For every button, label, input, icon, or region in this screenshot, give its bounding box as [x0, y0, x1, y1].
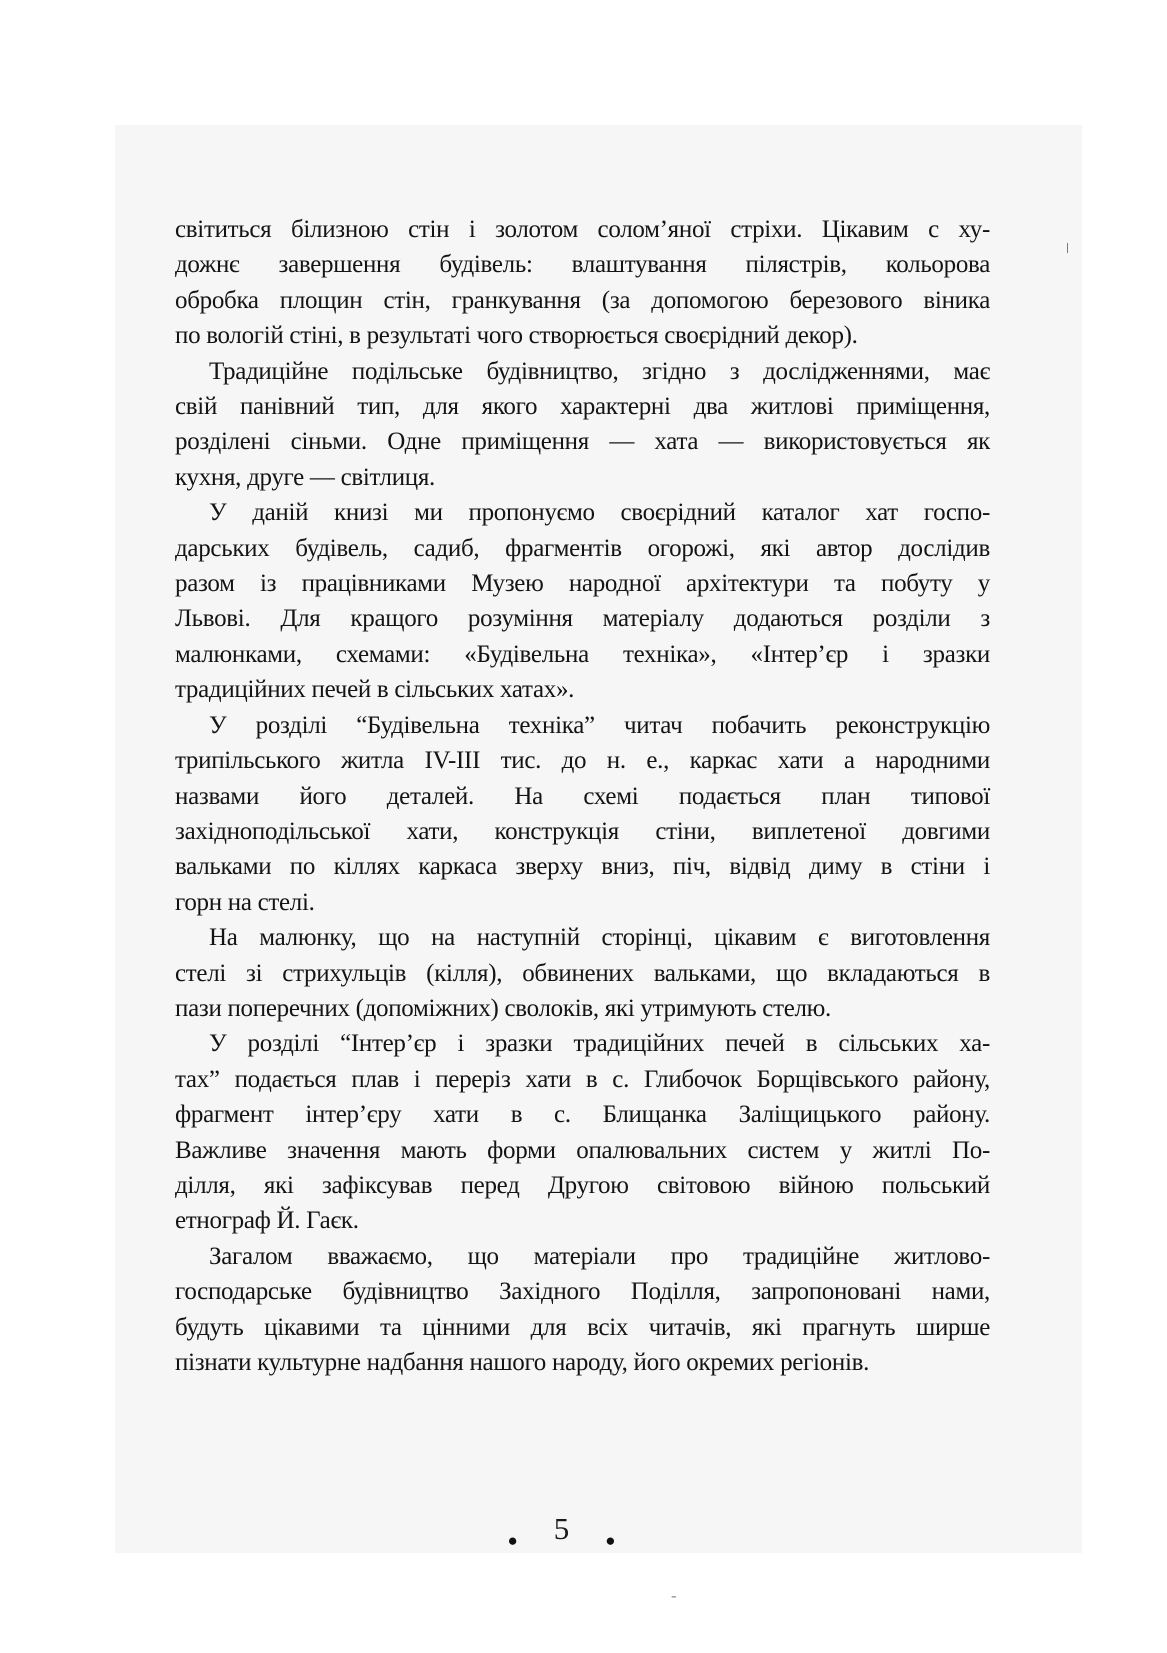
text-line: пази поперечних (допоміжних) сволоків, які утримують стелю. — [175, 994, 831, 1022]
text-line: разом із працівниками Музею народної архітектури та побуту у — [175, 570, 990, 598]
text-line: У розділі “Інтер’єр і зразки традиційних печей в сільських ха- — [209, 1030, 990, 1058]
text-line: дожнє завершення будівель: влаштування пілястрів, кольорова — [175, 251, 990, 279]
paragraph — [175, 1026, 990, 1238]
text-line: господарське будівництво Західного Поділля, запропоновані нами, — [175, 1278, 990, 1306]
page-footer — [78, 1511, 1045, 1550]
paragraph — [175, 1239, 990, 1381]
text-line: тах” подається плав і переріз хати в с. Глибочок Борщівського району, — [175, 1065, 990, 1093]
paragraph — [175, 212, 990, 354]
scan-artifact-tick: ǀ — [1066, 241, 1070, 257]
text-line: західноподільської хати, конструкція стіни, виплетеної довгими — [175, 817, 990, 845]
text-line: розділені сіньми. Одне приміщення — хата — використовується як — [175, 428, 990, 456]
text-line: Традиційне подільське будівництво, згідно з дослідженнями, має — [209, 357, 990, 385]
paragraph — [175, 920, 990, 1026]
text-line: пізнати культурне надбання нашого народу, його окремих регіонів. — [175, 1349, 870, 1376]
text-line: Важливе значення мають форми опалювальних систем у житлі По- — [175, 1136, 990, 1164]
paragraph — [175, 708, 990, 920]
text-line: назвами його деталей. На схемі подається план типової — [175, 782, 990, 810]
text-line: традиційних печей в сільських хатах». — [175, 676, 575, 704]
text-line: На малюнку, що на наступній сторінці, цікавим є виготовлення — [209, 924, 990, 952]
text-line: вальками по кіллях каркаса зверху вниз, піч, відвід диму в стіни і — [175, 853, 990, 881]
text-line: трипільського житла IV-III тис. до н. е., каркас хати а народними — [175, 747, 990, 775]
text-block — [175, 212, 990, 1380]
paragraph — [175, 495, 990, 707]
text-line: ділля, які зафіксував перед Другою світовою війною польський — [175, 1171, 990, 1199]
text-line: У розділі “Будівельна техніка” читач побачить реконструкцію — [209, 711, 990, 739]
page-number: 5 — [553, 1511, 570, 1546]
text-line: горн на стелі. — [175, 888, 315, 916]
text-line: Загалом вважаємо, що матеріали про традиційне житлово- — [209, 1242, 990, 1270]
folio-dot-right-icon: ● — [605, 1531, 616, 1550]
text-line: кухня, друге — світлиця. — [175, 463, 436, 491]
text-line: світиться білизною стін і золотом солом’яної стріхи. Цікавим с ху- — [175, 216, 990, 243]
text-line: фрагмент інтер’єру хати в с. Блищанка Заліщицького району. — [175, 1101, 990, 1129]
scan-artifact-dash: - — [671, 1586, 677, 1605]
text-line: дарських будівель, садиб, фрагментів огорожі, які автор дослідив — [175, 534, 990, 562]
text-line: Львові. Для кращого розуміння матеріалу додаються розділи з — [175, 605, 990, 633]
text-line: етнограф Й. Гаєк. — [175, 1207, 359, 1235]
folio-dot-left-icon: ● — [507, 1531, 518, 1550]
text-line: свій панівний тип, для якого характерні два житлові приміщення, — [175, 393, 990, 421]
text-line: стелі зі стрихульців (кілля), обвинених вальками, що вкладаються в — [175, 959, 990, 987]
text-line: по вологій стіні, в результаті чого створюється своєрідний декор). — [175, 322, 858, 350]
text-line: обробка площин стін, гранкування (за допомогою березового віника — [175, 286, 990, 314]
text-line: малюнками, схемами: «Будівельна техніка», «Інтер’єр і зразки — [175, 640, 990, 668]
text-line: У даній книзі ми пропонуємо своєрідний каталог хат госпо- — [209, 499, 990, 527]
text-line: будуть цікавими та цінними для всіх читачів, які прагнуть ширше — [175, 1313, 990, 1341]
paragraph — [175, 354, 990, 496]
